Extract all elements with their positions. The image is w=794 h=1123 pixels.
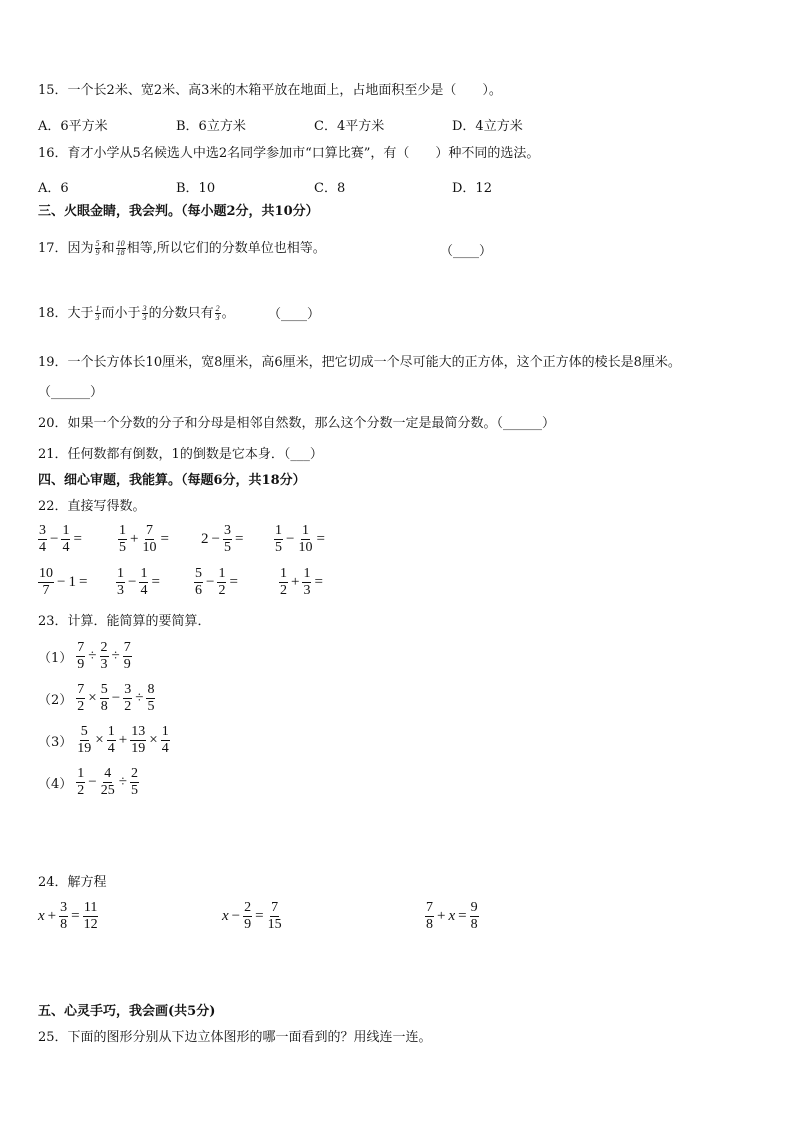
q22-item-8: $\frac{1}{2}$ + $\frac{1}{3}$ = — [280, 566, 323, 598]
q22-item-6: $\frac{1}{3}$ − $\frac{1}{4}$ = — [117, 566, 160, 598]
question-24-title: 24．解方程 — [38, 875, 107, 890]
q17-fraction-2: 10 18 — [116, 239, 125, 257]
q24-equation-2: x − $\frac{2}{9}$ = $\frac{7}{15}$ — [222, 900, 282, 932]
q22-item-1: $\frac{3}{4}$ − $\frac{1}{4}$ = — [39, 523, 82, 555]
q22-item-7: $\frac{5}{6}$ − $\frac{1}{2}$ = — [195, 566, 238, 598]
q16-option-b[interactable]: B．10 — [176, 181, 216, 196]
q16-option-d[interactable]: D．12 — [452, 181, 492, 196]
q18-suffix: 。 — [221, 305, 235, 321]
q22-item-3: 2 − $\frac{3}{5}$ = — [201, 523, 244, 555]
q18-fraction-1: 1 3 — [95, 304, 100, 322]
q23-item-2: （2） $\frac{7}{2}$ × $\frac{5}{8}$ − $\frac{3}{2}$ ÷ $\frac{8}{5}$ — [38, 682, 155, 714]
question-20: 20．如果一个分数的分子和分母是相邻自然数，那么这个分数一定是最简分数。（______） — [38, 416, 556, 431]
q15-option-d[interactable]: D．4立方米 — [452, 119, 523, 134]
q22-item-5: $\frac{10}{7}$ − 1 = — [39, 566, 88, 598]
section-3-heading: 三、火眼金睛，我会判。（每小题2分，共10分） — [38, 204, 319, 219]
q17-mid: 和 — [101, 240, 115, 256]
question-19: 19．一个长方体长10厘米，宽8厘米，高6厘米，把它切成一个尽可能大的正方体，这个正方体的棱长是8厘米。 — [38, 355, 681, 370]
section-4-heading: 四、细心审题，我能算。（每题6分，共18分） — [38, 473, 306, 488]
q22-item-4: $\frac{1}{5}$ − $\frac{1}{10}$ = — [275, 523, 325, 555]
q18-mid: 而小于 — [101, 305, 141, 321]
question-17 — [38, 240, 326, 257]
q15-option-a[interactable]: A．6平方米 — [38, 119, 108, 134]
question-21: 21．任何数都有倒数，1的倒数是它本身．（___） — [38, 447, 323, 462]
q23-item-4: （4） $\frac{1}{2}$ − $\frac{4}{25}$ ÷ $\frac{2}{5}$ — [38, 766, 138, 798]
q19-answer-blank[interactable]: （______） — [38, 385, 104, 400]
q22-item-2: $\frac{1}{5}$ + $\frac{7}{10}$ = — [119, 523, 169, 555]
q23-item-1: （1） $\frac{7}{9}$ ÷ $\frac{2}{3}$ ÷ $\frac{7}{9}$ — [38, 640, 131, 672]
q16-option-c[interactable]: C．8 — [314, 181, 346, 196]
question-23-title: 23．计算．能简算的要简算． — [38, 614, 211, 629]
q15-option-c[interactable]: C．4平方米 — [314, 119, 385, 134]
question-22-title: 22．直接写得数。 — [38, 499, 146, 514]
q18-answer-blank[interactable]: （____） — [268, 307, 321, 322]
question-18 — [38, 305, 235, 322]
q18-fraction-2: 3 3 — [142, 304, 147, 322]
question-15: 15．一个长2米、宽2米、高3米的木箱平放在地面上，占地面积至少是（ ）。 — [38, 83, 502, 98]
q17-prefix: 17．因为 — [38, 240, 94, 256]
q17-suffix: 相等,所以它们的分数单位也相等。 — [126, 240, 326, 256]
question-25: 25．下面的图形分别从下边立体图形的哪一面看到的？用线连一连。 — [38, 1030, 432, 1045]
q23-item-3: （3） $\frac{5}{19}$ × $\frac{1}{4}$ + $\frac{13}{19}$ × $\frac{1}{4}$ — [38, 724, 169, 756]
q24-equation-1: x + $\frac{3}{8}$ = $\frac{11}{12}$ — [38, 900, 98, 932]
q18-mid2: 的分数只有 — [148, 305, 214, 321]
q18-fraction-3: 2 3 — [215, 304, 220, 322]
q17-answer-blank[interactable]: （____） — [440, 244, 493, 259]
question-16: 16．育才小学从5名候选人中选2名同学参加市“口算比赛”，有（ ）种不同的选法。 — [38, 146, 540, 161]
q24-equation-3: $\frac{7}{8}$ + x = $\frac{9}{8}$ — [426, 900, 478, 932]
q15-option-b[interactable]: B．6立方米 — [176, 119, 246, 134]
section-5-heading: 五、心灵手巧，我会画(共5分) — [38, 1004, 216, 1019]
q18-prefix: 18．大于 — [38, 305, 94, 321]
q16-option-a[interactable]: A．6 — [38, 181, 69, 196]
q17-fraction-1: 5 9 — [95, 239, 100, 257]
